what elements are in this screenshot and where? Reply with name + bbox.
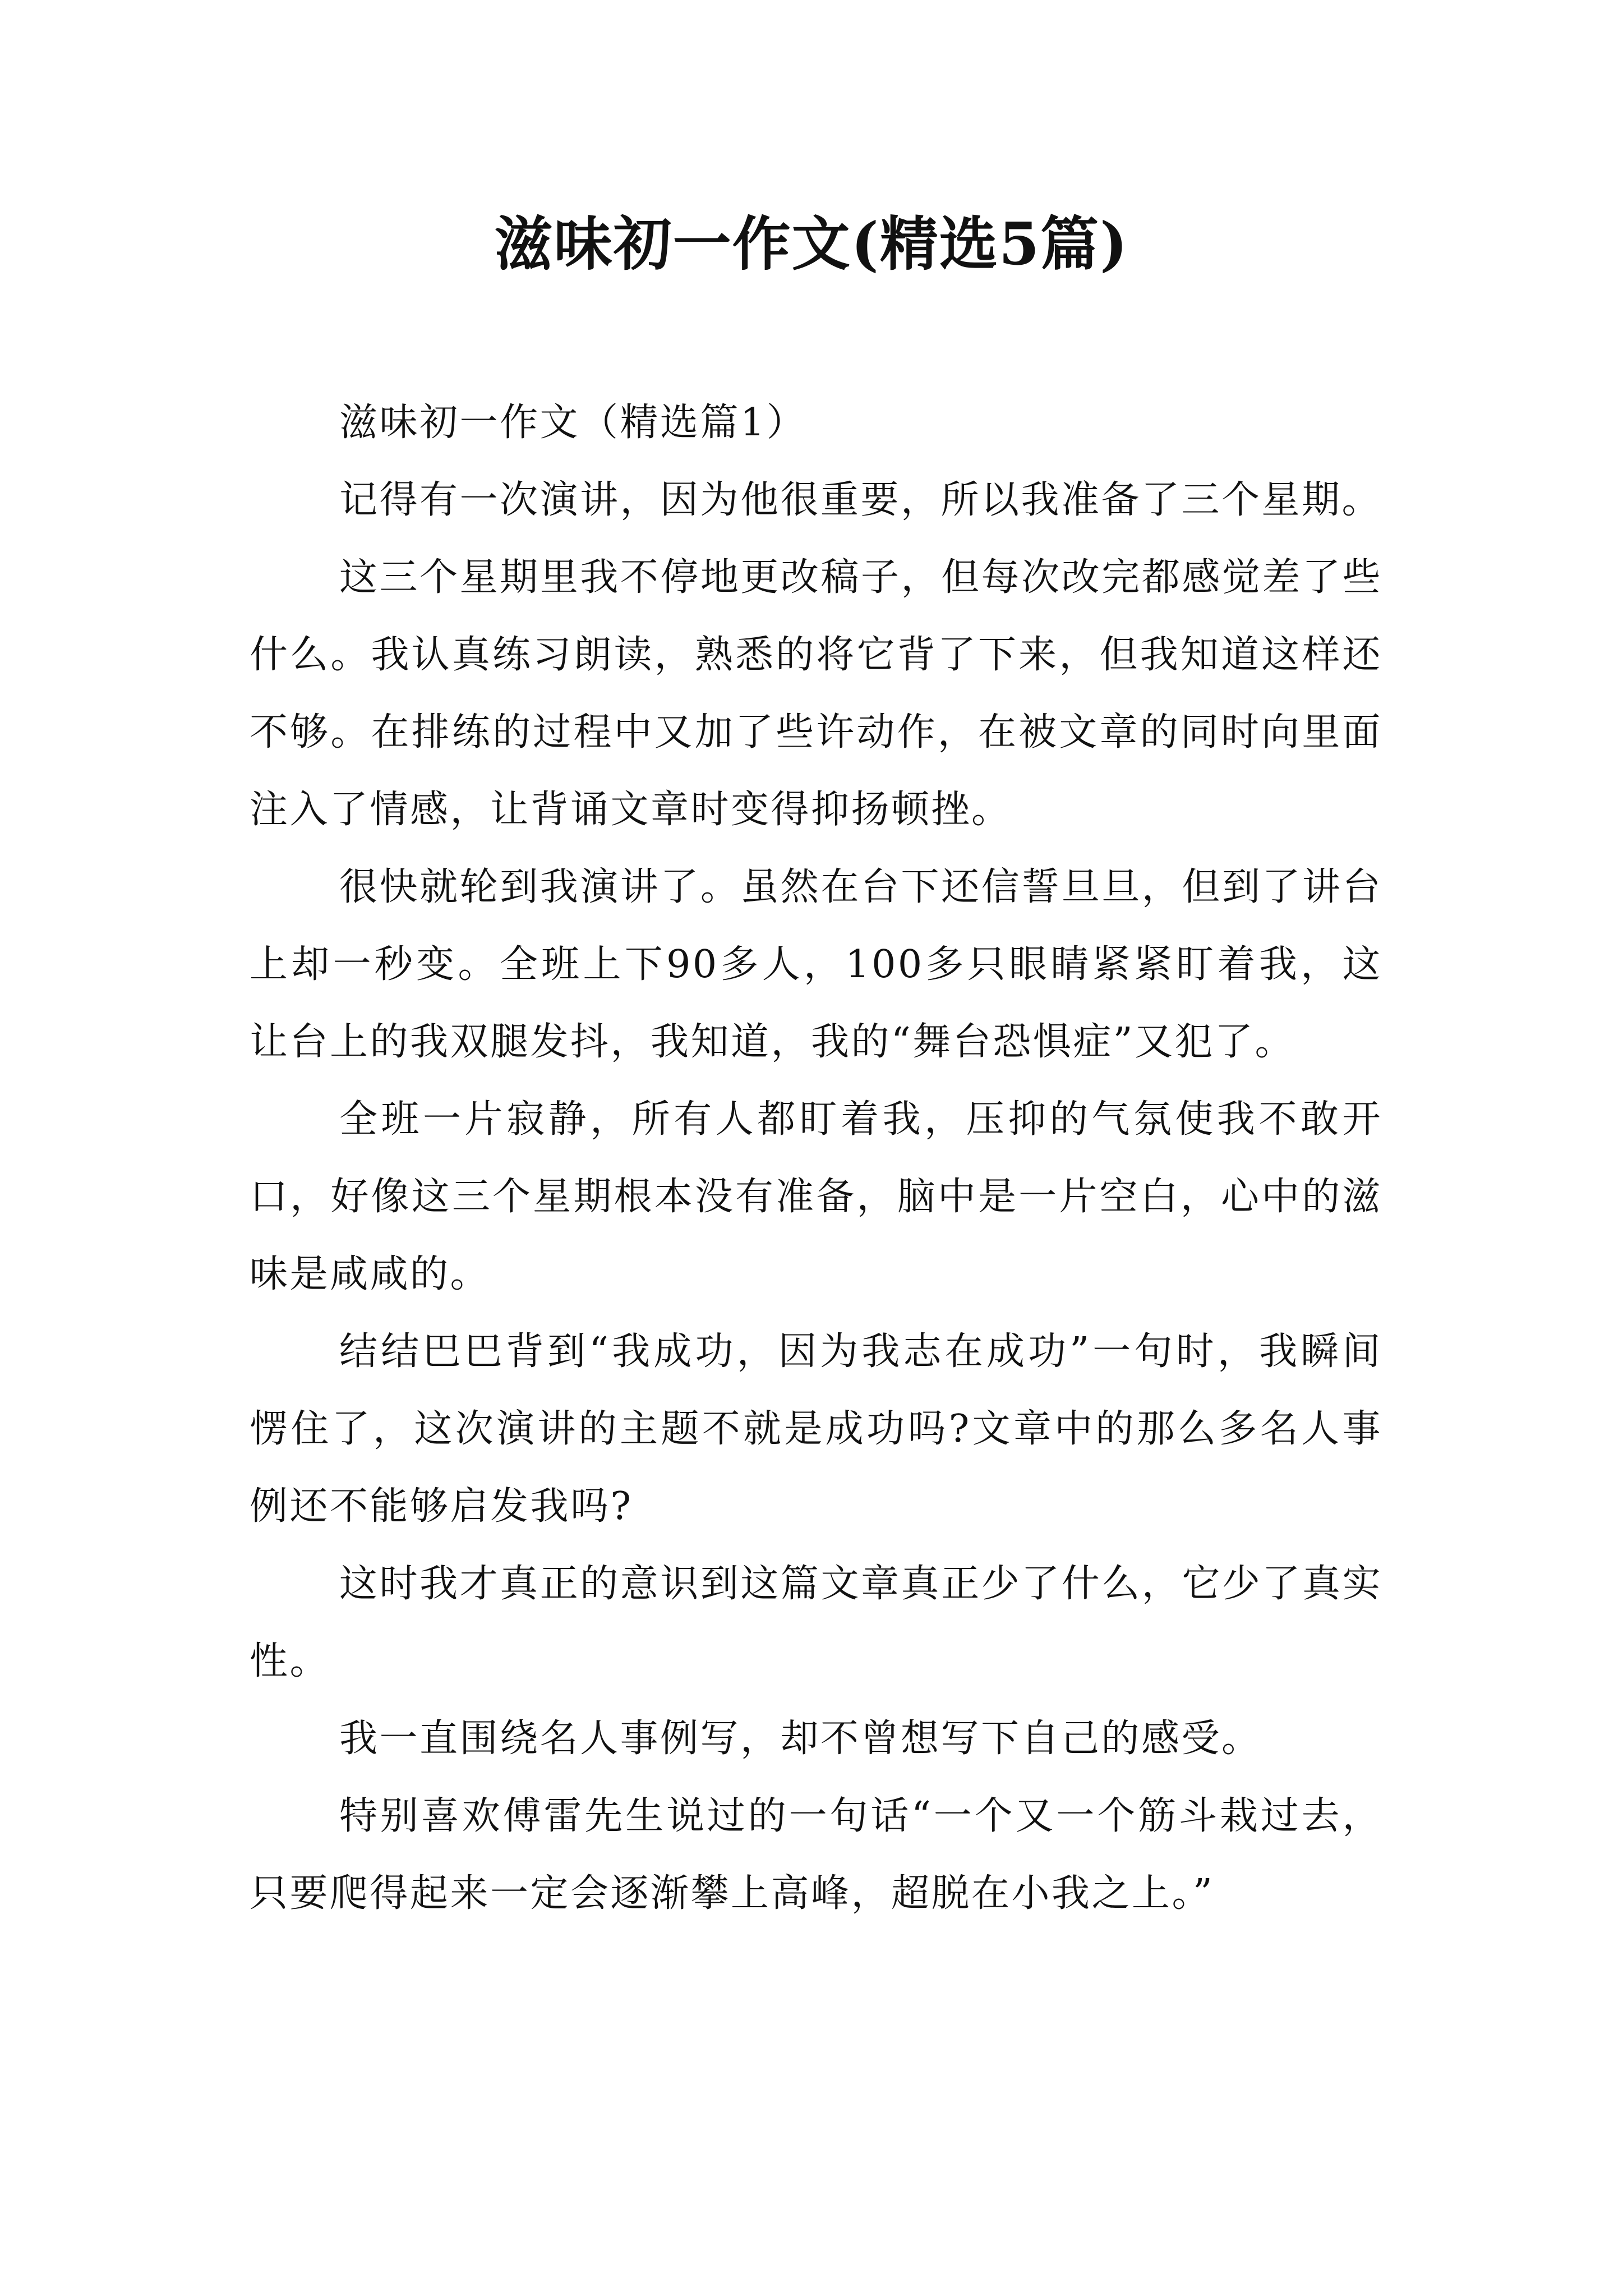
document-title: 滋味初一作文(精选5篇) [494,209,1129,278]
paragraph: 很快就轮到我演讲了。虽然在台下还信誓旦旦，但到了讲台上却一秒变。全班上下90多人，100多只眼睛紧紧盯着我，这让台上的我双腿发抖，我知道，我的“舞台恐惧症”又犯了。 [250,865,1382,1064]
paragraph: 这三个星期里我不停地更改稿子，但每次改完都感觉差了些什么。我认真练习朗读，熟悉的将它背了下来，但我知道这样还不够。在排练的过程中又加了些许动作，在被文章的同时向里面注入了情感，让背诵文章时变得抑扬顿挫。 [250,555,1382,832]
paragraph: 这时我才真正的意识到这篇文章真正少了什么，它少了真实性。 [250,1562,1382,1683]
paragraph: 全班一片寂静，所有人都盯着我，压抑的气氛使我不敢开口，好像这三个星期根本没有准备，脑中是一片空白，心中的滋味是咸咸的。 [250,1097,1382,1296]
paragraph: 结结巴巴背到“我成功，因为我志在成功”一句时，我瞬间愣住了，这次演讲的主题不就是成功吗?文章中的那么多名人事例还不能够启发我吗? [250,1329,1382,1529]
section-heading: 滋味初一作文（精选篇1） [339,401,807,445]
document-body [250,384,1382,1932]
paragraph: 我一直围绕名人事例写，却不曾想写下自己的感受。 [339,1717,1262,1761]
paragraph: 记得有一次演讲，因为他很重要，所以我准备了三个星期。 [339,478,1382,522]
paragraph: 特别喜欢傅雷先生说过的一句话“一个又一个筋斗栽过去，只要爬得起来一定会逐渐攀上高峰，超脱在小我之上。” [250,1794,1382,1916]
